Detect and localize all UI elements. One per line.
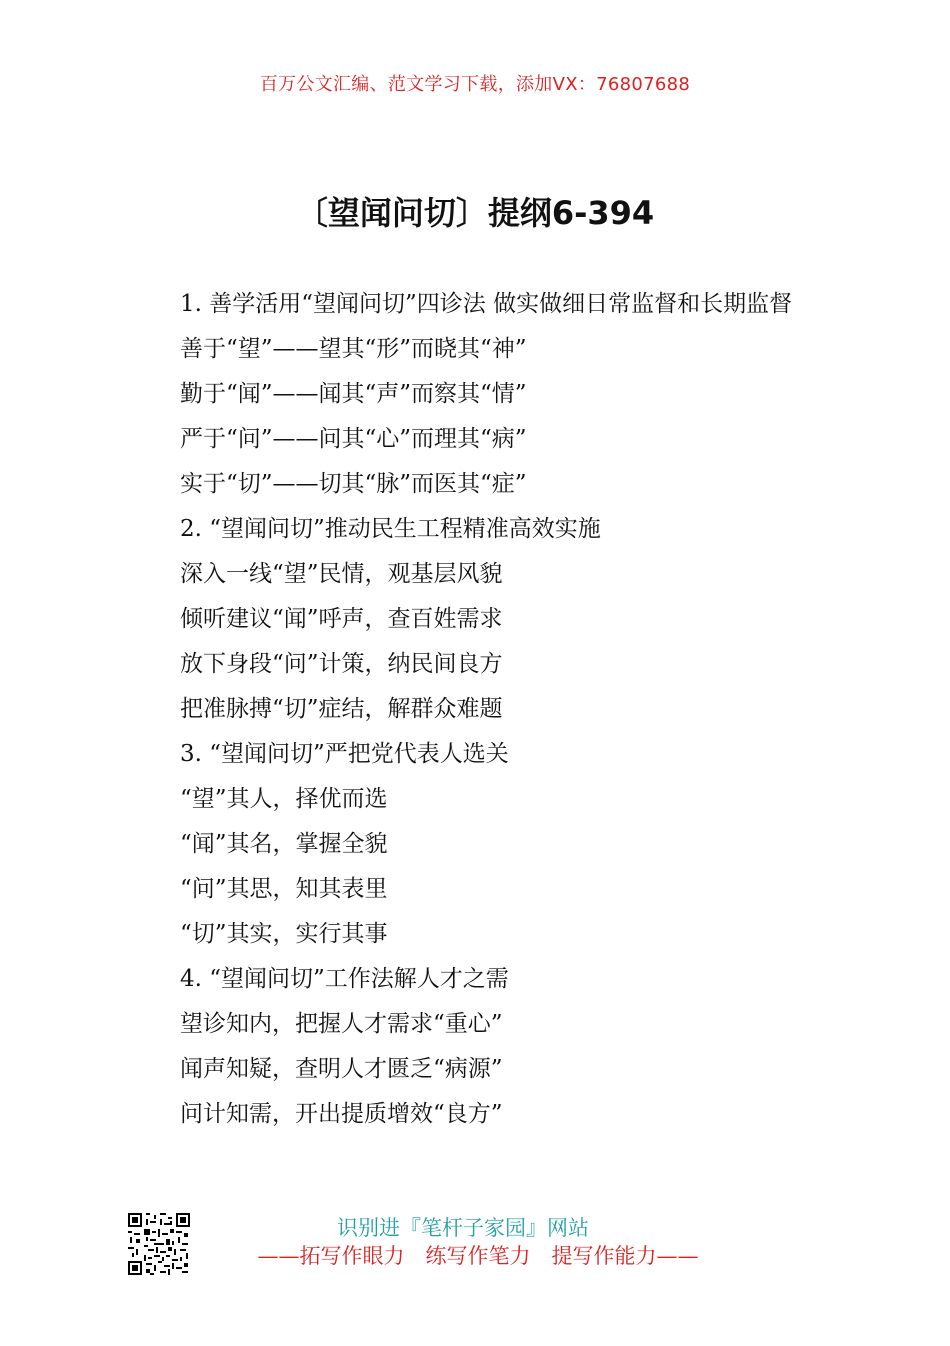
- body-line: 放下身段“问”计策，纳民间良方: [180, 651, 503, 677]
- body-line: 勤于“闻”——闻其“声”而察其“情”: [180, 381, 527, 407]
- header-note: 百万公文汇编、范文学习下载，添加VX：76807688: [259, 74, 691, 95]
- body-line: 把准脉搏“切”症结，解群众难题: [180, 696, 503, 722]
- footer: [0, 1210, 950, 1300]
- body-line: “望”其人，择优而选: [180, 786, 388, 812]
- body-line: 问计知需，开出提质增效“良方”: [180, 1101, 503, 1127]
- body-line: “切”其实，实行其事: [180, 921, 388, 947]
- body-line: 严于“问”——问其“心”而理其“病”: [180, 426, 527, 452]
- body-line: 闻声知疑，查明人才匮乏“病源”: [180, 1056, 503, 1082]
- document-title: 〔望闻问切〕提纲6-394: [295, 194, 655, 232]
- body-line: 倾听建议“闻”呼声，查百姓需求: [180, 606, 503, 632]
- section-heading-4: 4. “望闻问切”工作法解人才之需: [180, 966, 509, 992]
- footer-slogan-line: ——拓写作眼力 练写作笔力 提写作能力——: [257, 1244, 699, 1268]
- section-heading-1: 1. 善学活用“望闻问切”四诊法 做实做细日常监督和长期监督: [180, 291, 793, 317]
- footer-site-line: 识别进『笔杆子家园』网站: [337, 1216, 589, 1240]
- section-heading-3: 3. “望闻问切”严把党代表人选关: [180, 741, 509, 767]
- body-line: “闻”其名，掌握全貌: [180, 831, 388, 857]
- body-line: 善于“望”——望其“形”而晓其“神”: [180, 336, 527, 362]
- body-line: 望诊知内，把握人才需求“重心”: [180, 1011, 503, 1037]
- section-heading-2: 2. “望闻问切”推动民生工程精准高效实施: [180, 516, 601, 542]
- body-line: “问”其思，知其表里: [180, 876, 388, 902]
- document-body: [128, 282, 840, 1137]
- body-line: 实于“切”——切其“脉”而医其“症”: [180, 471, 527, 497]
- body-line: 深入一线“望”民情，观基层风貌: [180, 561, 503, 587]
